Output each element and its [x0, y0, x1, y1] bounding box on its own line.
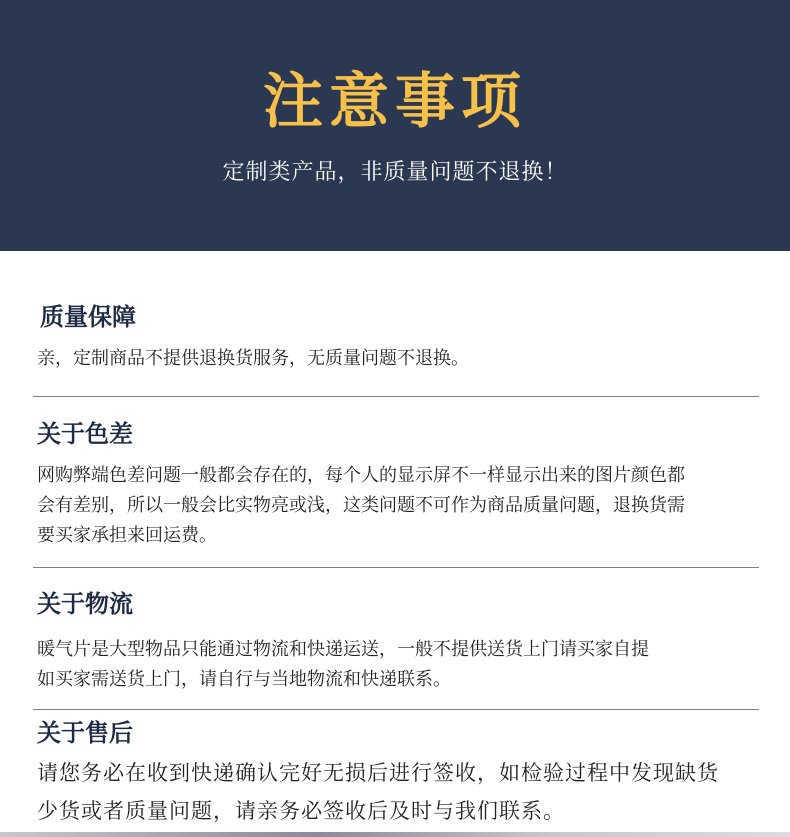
- section-logistics: [37, 587, 759, 695]
- section-text: [37, 461, 759, 551]
- section-text: [37, 754, 759, 830]
- section-title-logistics: 关于物流: [37, 590, 133, 618]
- section-color-difference: [37, 417, 759, 551]
- section-title-quality: 质量保障: [40, 303, 136, 331]
- page-title: 注意事项: [263, 67, 527, 137]
- section-title-after-sales: 关于售后: [37, 719, 133, 747]
- section-after-sales: [37, 716, 759, 830]
- section-quality: [37, 300, 759, 374]
- divider: [33, 396, 759, 397]
- divider: [33, 567, 759, 568]
- header-banner: [0, 0, 790, 251]
- section-line: 会有差别，所以一般会比实物亮或浅，这类问题不可作为商品质量问题，退换货需: [37, 495, 685, 516]
- section-line: 网购弊端色差问题一般都会存在的，每个人的显示屏不一样显示出来的图片颜色都: [37, 465, 685, 486]
- divider: [33, 709, 759, 710]
- section-title-color: 关于色差: [37, 420, 133, 448]
- section-line: 暖气片是大型物品只能通过物流和快递运送，一般不提供送货上门请买家自提: [37, 639, 649, 660]
- section-line: 如买家需送货上门，请自行与当地物流和快递联系。: [37, 669, 451, 690]
- page-subtitle: 定制类产品，非质量问题不退换！: [222, 160, 568, 185]
- section-line: 少货或者质量问题，请亲务必签收后及时与我们联系。: [37, 799, 565, 823]
- section-text: [37, 635, 759, 695]
- section-line: 请您务必在收到快递确认完好无损后进行签收，如检验过程中发现缺货: [37, 761, 719, 785]
- section-line: 要买家承担来回运费。: [37, 525, 217, 546]
- section-text: 亲，定制商品不提供退换货服务，无质量问题不退换。: [37, 348, 469, 369]
- bottom-edge-decoration: [0, 832, 790, 837]
